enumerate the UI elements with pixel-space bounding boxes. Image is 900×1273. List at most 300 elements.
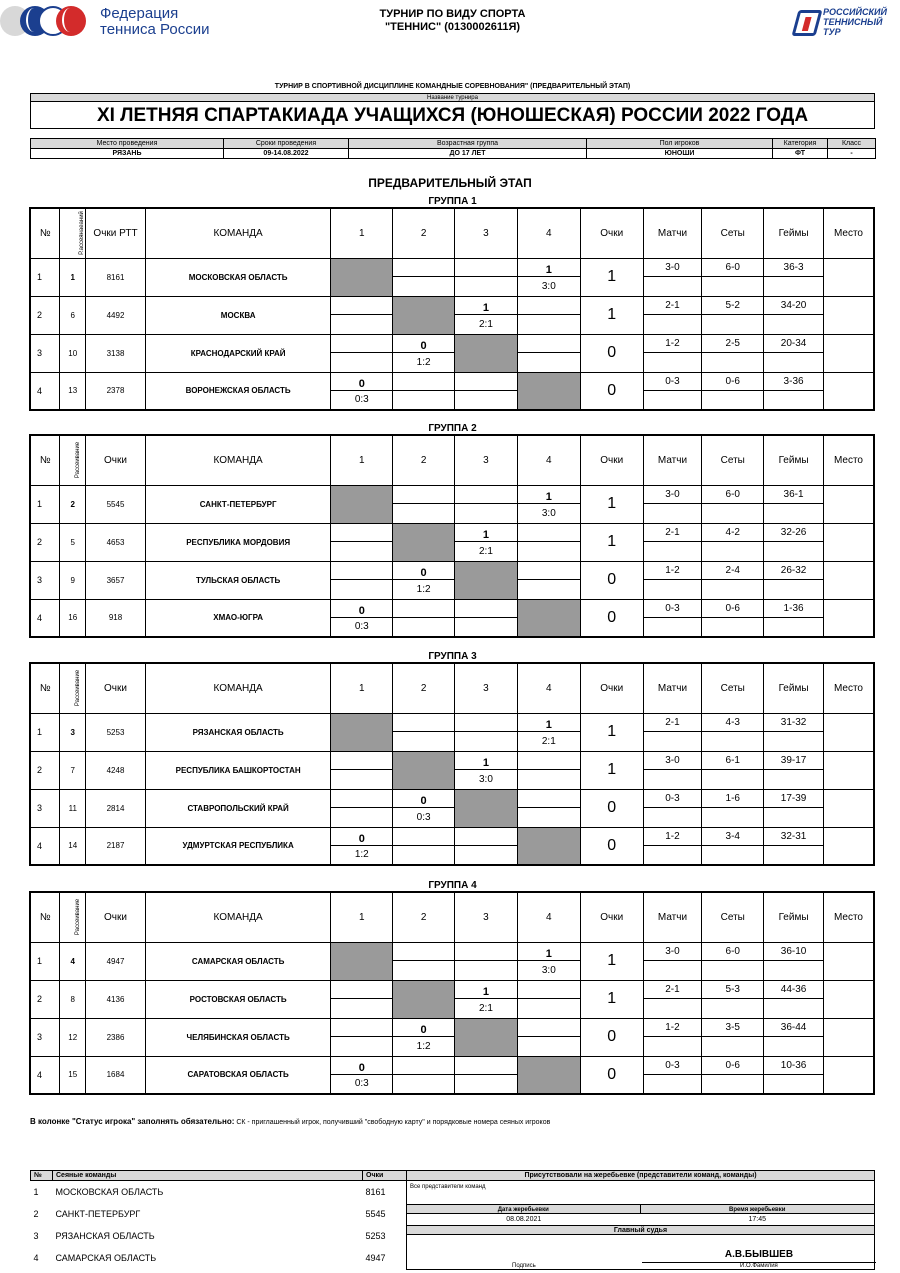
self-cell [455, 561, 518, 599]
row-total-points: 0 [580, 789, 643, 827]
signature-label: Подпись [512, 1263, 536, 1269]
match-result-cell [331, 1056, 393, 1094]
row-team: РЯЗАНСКАЯ ОБЛАСТЬ [145, 713, 330, 751]
team-row [30, 372, 874, 410]
seeded-no: 4 [31, 1247, 53, 1269]
match-cell-top [518, 790, 580, 809]
row-place [823, 599, 874, 637]
row-sets-value: 0-6 [702, 600, 763, 618]
row-rtt-points: 4248 [86, 751, 146, 789]
match-result-score: 1 [455, 297, 517, 316]
category-caption: Категория [773, 139, 828, 149]
row-place [823, 1056, 874, 1094]
header-c2: 2 [393, 663, 455, 713]
group-title: ГРУППА 4 [428, 880, 477, 891]
row-matches-value: 3-0 [644, 943, 702, 962]
match-cell-top [393, 486, 454, 505]
seeded-team: САНКТ-ПЕТЕРБУРГ [53, 1203, 363, 1225]
match-result-detail: 2:1 [479, 545, 493, 557]
row-matches-value: 1-2 [644, 562, 702, 581]
row-team: ЧЕЛЯБИНСКАЯ ОБЛАСТЬ [145, 1018, 330, 1056]
match-result-detail: 1:2 [416, 356, 431, 368]
row-sets [702, 713, 764, 751]
row-sets-value: 3-4 [702, 828, 763, 846]
header-no: № [30, 892, 60, 942]
match-result-score: 0 [331, 600, 392, 618]
row-matches-value: 0-3 [644, 373, 702, 391]
match-result-score: 0 [331, 828, 392, 846]
row-place [823, 523, 874, 561]
header-matches: Матчи [643, 663, 702, 713]
tournament-title-line2: "ТЕННИС" (0130002611Я) [384, 21, 521, 33]
row-matches [643, 561, 702, 599]
row-rtt-points: 5545 [86, 485, 146, 523]
row-sets [702, 561, 764, 599]
row-seed: 13 [60, 372, 86, 410]
header-no: № [30, 663, 60, 713]
row-matches-value: 3-0 [644, 752, 702, 771]
row-place [823, 942, 874, 980]
row-total-points: 0 [580, 561, 643, 599]
match-result-detail: 3:0 [479, 773, 493, 785]
info-caption-row [31, 139, 876, 149]
match-cell [517, 789, 580, 827]
header-rank-label: Рассеивание [75, 670, 82, 707]
header-place: Место [823, 663, 874, 713]
row-matches [643, 827, 702, 865]
group-title: ГРУППА 2 [428, 423, 477, 434]
group-title: ГРУППА 1 [428, 196, 477, 207]
row-number: 2 [30, 980, 60, 1018]
draw-date-value: 08.08.2021 [506, 1216, 542, 1223]
row-sets [702, 296, 764, 334]
row-team: УДМУРТСКАЯ РЕСПУБЛИКА [145, 827, 330, 865]
row-sets [702, 751, 764, 789]
row-total-points: 1 [580, 296, 643, 334]
match-result-cell [455, 751, 518, 789]
match-result-cell [517, 713, 580, 751]
venue-caption: Место проведения [31, 139, 224, 149]
header-c2: 2 [393, 892, 455, 942]
match-cell [393, 372, 455, 410]
match-cell [455, 1056, 518, 1094]
row-place [823, 827, 874, 865]
self-cell [517, 1056, 580, 1094]
row-games-value: 31-32 [764, 714, 823, 733]
row-place [823, 789, 874, 827]
row-number: 1 [30, 258, 60, 296]
status-note [30, 1117, 875, 1126]
row-total-points: 0 [580, 827, 643, 865]
dates-caption: Сроки проведения [224, 139, 349, 149]
match-result-detail: 2:1 [479, 318, 493, 330]
row-number: 1 [30, 942, 60, 980]
row-matches [643, 713, 702, 751]
match-result-detail: 1:2 [416, 583, 431, 595]
header-c1: 1 [331, 208, 393, 258]
team-row [30, 334, 874, 372]
row-team: МОСКВА [145, 296, 330, 334]
header-rank [60, 435, 86, 485]
header-games: Геймы [764, 892, 824, 942]
self-cell [393, 523, 455, 561]
seeded-no: 2 [31, 1203, 53, 1225]
row-seed: 11 [60, 789, 86, 827]
row-games-value: 1-36 [764, 600, 823, 618]
federation-name-line2: тенниса России [100, 21, 210, 38]
row-matches-value: 2-1 [644, 297, 702, 316]
match-cell [455, 827, 518, 865]
row-matches [643, 334, 702, 372]
row-rtt-points: 4492 [86, 296, 146, 334]
header-games: Геймы [764, 435, 824, 485]
referee-caption: Главный судья [407, 1225, 874, 1235]
header-pts: Очки [86, 663, 146, 713]
match-result-score: 1 [518, 943, 580, 962]
row-total-points: 1 [580, 523, 643, 561]
seeded-pts: 4947 [363, 1247, 407, 1269]
draw-attendees-value: Все представители команд [410, 1184, 486, 1190]
row-seed: 4 [60, 942, 86, 980]
match-result-score: 0 [393, 562, 454, 581]
self-cell [455, 334, 518, 372]
match-result-cell [393, 561, 455, 599]
match-result-score: 1 [518, 486, 580, 505]
header-c2: 2 [393, 208, 455, 258]
row-place [823, 334, 874, 372]
rtt-logo-text [823, 7, 887, 37]
age-value: ДО 17 ЛЕТ [349, 149, 587, 159]
row-games-value: 32-31 [764, 828, 823, 846]
team-row [30, 751, 874, 789]
match-result-score: 1 [455, 752, 517, 771]
header-c4: 4 [517, 435, 580, 485]
header-place: Место [823, 892, 874, 942]
row-total-points: 0 [580, 1018, 643, 1056]
row-rtt-points: 2386 [86, 1018, 146, 1056]
match-result-cell [331, 372, 393, 410]
self-cell [331, 485, 393, 523]
match-cell [517, 1018, 580, 1056]
row-sets-value: 2-4 [702, 562, 763, 581]
seeded-pts: 5253 [363, 1225, 407, 1247]
row-games-value: 17-39 [764, 790, 823, 809]
row-games [764, 296, 824, 334]
header-pts: Очки РТТ [86, 208, 146, 258]
match-cell-top [393, 1057, 454, 1075]
self-cell [331, 942, 393, 980]
group-header-row [30, 892, 874, 942]
match-cell-top [455, 486, 517, 505]
row-games [764, 485, 824, 523]
match-result-cell [455, 980, 518, 1018]
group-header-row [30, 663, 874, 713]
match-cell [331, 980, 393, 1018]
row-matches [643, 599, 702, 637]
seeded-no: 1 [31, 1181, 53, 1203]
row-sets-value: 4-2 [702, 524, 763, 543]
row-games-value: 44-36 [764, 981, 823, 1000]
header-c3: 3 [455, 435, 518, 485]
row-seed: 12 [60, 1018, 86, 1056]
header-matches: Матчи [643, 208, 702, 258]
row-sets [702, 942, 764, 980]
row-games [764, 713, 824, 751]
header-c3: 3 [455, 892, 518, 942]
match-cell [517, 523, 580, 561]
row-sets-value: 0-6 [702, 373, 763, 391]
rtt-line2: ТЕННИСНЫЙ [823, 17, 883, 27]
row-sets-value: 1-6 [702, 790, 763, 809]
age-caption: Возрастная группа [349, 139, 587, 149]
row-sets-value: 5-2 [702, 297, 763, 316]
match-cell [517, 751, 580, 789]
row-sets [702, 980, 764, 1018]
row-sets-value: 5-3 [702, 981, 763, 1000]
match-cell [517, 296, 580, 334]
match-result-score: 0 [331, 373, 392, 391]
row-rtt-points: 3138 [86, 334, 146, 372]
header-rank [60, 208, 86, 258]
header-team: КОМАНДА [145, 663, 330, 713]
match-cell-top [455, 714, 517, 733]
row-total-points: 1 [580, 713, 643, 751]
row-games [764, 942, 824, 980]
seeded-header-row [31, 1171, 407, 1181]
row-games-value: 26-32 [764, 562, 823, 581]
match-result-cell [455, 523, 518, 561]
team-row [30, 485, 874, 523]
match-cell-top [393, 259, 454, 278]
row-rtt-points: 918 [86, 599, 146, 637]
match-cell-top [518, 524, 580, 543]
team-row [30, 599, 874, 637]
header-rank [60, 663, 86, 713]
match-cell-top [455, 1057, 517, 1075]
row-total-points: 1 [580, 942, 643, 980]
row-matches [643, 485, 702, 523]
tournament-name-caption: Название турнира [31, 94, 874, 102]
row-matches [643, 296, 702, 334]
row-total-points: 0 [580, 334, 643, 372]
self-cell [455, 789, 518, 827]
header-c2: 2 [393, 435, 455, 485]
header-team: КОМАНДА [145, 892, 330, 942]
seeded-row [31, 1181, 407, 1203]
match-cell [393, 258, 455, 296]
rtt-line3: ТУР [823, 27, 841, 37]
header-score: Очки [580, 435, 643, 485]
row-team: ТУЛЬСКАЯ ОБЛАСТЬ [145, 561, 330, 599]
row-number: 4 [30, 372, 60, 410]
row-matches-value: 2-1 [644, 714, 702, 733]
draw-date-caption: Дата жеребьевки [407, 1204, 641, 1214]
header-games: Геймы [764, 663, 824, 713]
match-result-score: 0 [331, 1057, 392, 1075]
match-cell-top [518, 981, 580, 1000]
row-matches-value: 2-1 [644, 524, 702, 543]
row-games-value: 20-34 [764, 335, 823, 354]
row-games [764, 827, 824, 865]
match-result-cell [393, 1018, 455, 1056]
row-place [823, 561, 874, 599]
row-team: САНКТ-ПЕТЕРБУРГ [145, 485, 330, 523]
match-cell-top [331, 752, 392, 771]
header-no: № [30, 435, 60, 485]
row-seed: 8 [60, 980, 86, 1018]
seeded-row [31, 1225, 407, 1247]
match-cell-top [393, 373, 454, 391]
row-total-points: 1 [580, 751, 643, 789]
row-total-points: 0 [580, 599, 643, 637]
row-seed: 14 [60, 827, 86, 865]
status-note-text: СК - приглашенный игрок, получивший "свободную карту" и порядковые номера сеяных игроков [236, 1119, 551, 1126]
header-games: Геймы [764, 208, 824, 258]
header-rank-label: Р.ассеянаеаний [79, 211, 86, 256]
match-cell [517, 980, 580, 1018]
header-score: Очки [580, 892, 643, 942]
federation-name-line1: Федерация [100, 5, 179, 22]
match-cell-top [331, 1019, 392, 1038]
row-matches-value: 3-0 [644, 486, 702, 505]
match-cell [331, 334, 393, 372]
row-games [764, 789, 824, 827]
match-cell-top [455, 600, 517, 618]
row-matches [643, 372, 702, 410]
match-result-detail: 1:2 [416, 1040, 431, 1052]
ball-icon [56, 6, 86, 36]
team-row [30, 713, 874, 751]
row-sets-value: 6-1 [702, 752, 763, 771]
row-number: 3 [30, 789, 60, 827]
match-cell-top [455, 943, 517, 962]
row-games-value: 3-36 [764, 373, 823, 391]
header-rank-label: Рассеивание [75, 442, 82, 479]
match-cell-top [518, 297, 580, 316]
draw-attendees-caption: Присутствовали на жеребьевке (представители команд, команды) [407, 1171, 874, 1181]
match-cell [331, 523, 393, 561]
header-c1: 1 [331, 663, 393, 713]
gender-value: ЮНОШИ [587, 149, 773, 159]
row-rtt-points: 4947 [86, 942, 146, 980]
rtt-line1: РОССИЙСКИЙ [823, 7, 887, 17]
row-matches-value: 1-2 [644, 335, 702, 354]
match-result-cell [517, 258, 580, 296]
match-cell-top [455, 373, 517, 391]
self-cell [517, 372, 580, 410]
row-place [823, 372, 874, 410]
match-result-score: 1 [518, 714, 580, 733]
match-result-cell [517, 485, 580, 523]
referee-name: А.В.БЫВШЕВ [724, 1249, 794, 1260]
row-games [764, 751, 824, 789]
row-team: РЕСПУБЛИКА БАШКОРТОСТАН [145, 751, 330, 789]
match-cell [455, 258, 518, 296]
self-cell [331, 713, 393, 751]
match-result-cell [517, 942, 580, 980]
match-result-detail: 0:3 [354, 1078, 369, 1090]
row-games [764, 561, 824, 599]
match-cell [331, 296, 393, 334]
header-pts: Очки [86, 435, 146, 485]
header-c3: 3 [455, 663, 518, 713]
match-cell-top [518, 752, 580, 771]
row-matches-value: 2-1 [644, 981, 702, 1000]
match-result-score: 1 [455, 981, 517, 1000]
group-table [29, 662, 875, 866]
match-cell [455, 713, 518, 751]
info-value-row [31, 149, 876, 159]
self-cell [393, 296, 455, 334]
match-cell-top [331, 524, 392, 543]
row-place [823, 980, 874, 1018]
row-number: 2 [30, 523, 60, 561]
seeded-pts: 5545 [363, 1203, 407, 1225]
match-result-cell [331, 827, 393, 865]
match-cell [331, 1018, 393, 1056]
gender-caption: Пол игроков [587, 139, 773, 149]
row-seed: 15 [60, 1056, 86, 1094]
header-sets: Сеты [702, 435, 764, 485]
match-cell-top [518, 562, 580, 581]
row-games-value: 36-3 [764, 259, 823, 278]
category-value: ФТ [773, 149, 828, 159]
row-sets-value: 4-3 [702, 714, 763, 733]
header-team: КОМАНДА [145, 435, 330, 485]
match-cell [517, 561, 580, 599]
header-c3: 3 [455, 208, 518, 258]
match-cell-top [331, 981, 392, 1000]
self-cell [393, 751, 455, 789]
match-result-cell [455, 296, 518, 334]
match-result-detail: 2:1 [541, 735, 556, 747]
header-rank [60, 892, 86, 942]
team-row [30, 942, 874, 980]
seeded-team-header: Сеяные команды [53, 1171, 363, 1181]
match-cell [393, 1056, 455, 1094]
match-cell-top [393, 828, 454, 846]
row-sets [702, 258, 764, 296]
match-cell [331, 751, 393, 789]
row-rtt-points: 2378 [86, 372, 146, 410]
match-cell-top [393, 943, 454, 962]
header-rank-label: Рассеивание [75, 899, 82, 936]
row-games [764, 334, 824, 372]
seeded-no: 3 [31, 1225, 53, 1247]
row-games-value: 10-36 [764, 1057, 823, 1075]
row-place [823, 485, 874, 523]
team-row [30, 980, 874, 1018]
header-c4: 4 [517, 663, 580, 713]
class-value: - [828, 149, 876, 159]
seeded-team: МОСКОВСКАЯ ОБЛАСТЬ [53, 1181, 363, 1203]
row-team: ХМАО-ЮГРА [145, 599, 330, 637]
row-matches [643, 258, 702, 296]
header-no: № [30, 208, 60, 258]
row-team: РОСТОВСКАЯ ОБЛАСТЬ [145, 980, 330, 1018]
row-team: МОСКОВСКАЯ ОБЛАСТЬ [145, 258, 330, 296]
row-sets [702, 789, 764, 827]
row-games-value: 36-44 [764, 1019, 823, 1038]
row-place [823, 258, 874, 296]
row-matches-value: 1-2 [644, 828, 702, 846]
row-sets-value: 0-6 [702, 1057, 763, 1075]
row-matches [643, 523, 702, 561]
row-sets [702, 599, 764, 637]
row-games-value: 36-10 [764, 943, 823, 962]
row-rtt-points: 2814 [86, 789, 146, 827]
match-result-detail: 3:0 [541, 280, 556, 292]
